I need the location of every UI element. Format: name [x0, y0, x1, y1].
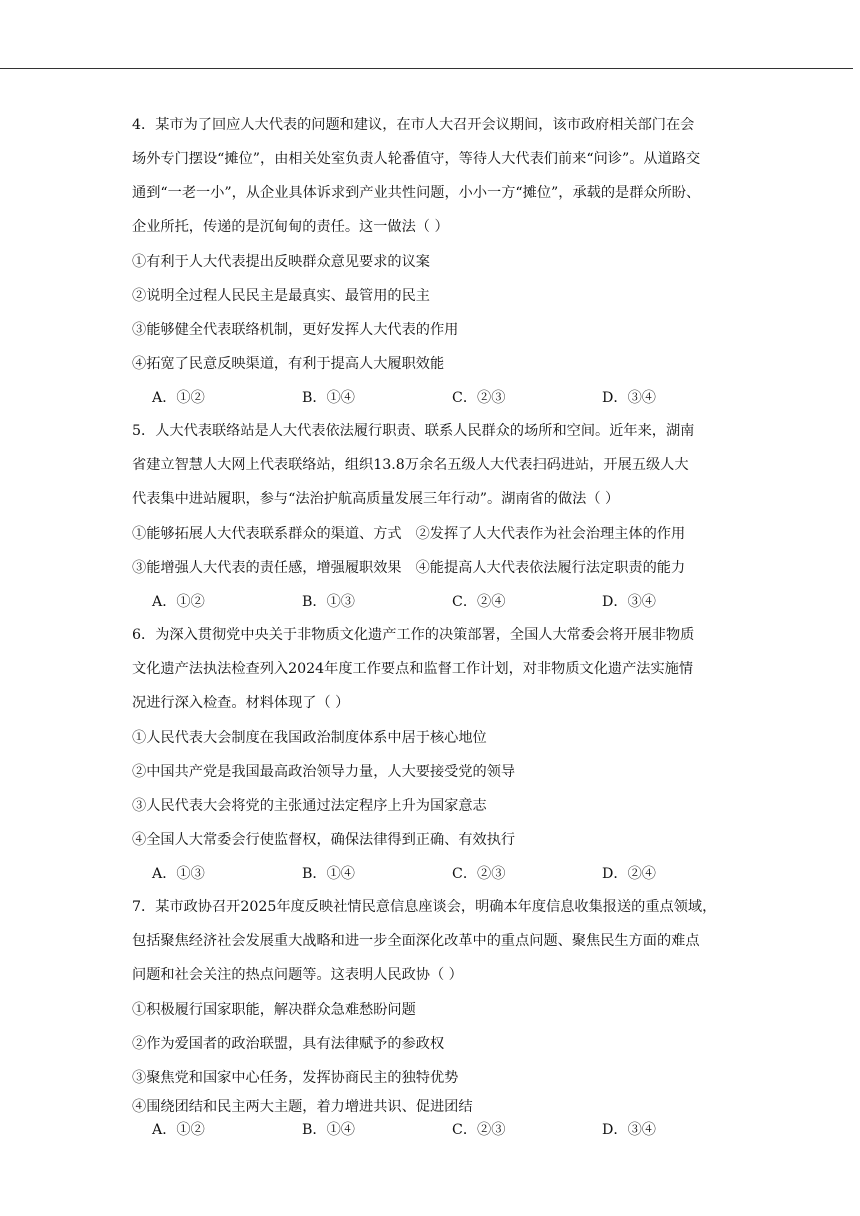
- option-b[interactable]: B．①③: [302, 594, 355, 610]
- question-stem-line: 4．某市为了回应人大代表的问题和建议，在市人大召开会议期间，该市政府相关部门在会: [132, 117, 695, 133]
- question-stem-line: 问题和社会关注的热点问题等。这表明人民政协（ ）: [132, 967, 463, 983]
- question-stem-line: 企业所托，传递的是沉甸甸的责任。这一做法（ ）: [132, 219, 449, 235]
- answer-options: [132, 380, 772, 414]
- statement-pair: [132, 516, 772, 550]
- answer-options: [132, 1118, 772, 1140]
- option-d[interactable]: D．②④: [602, 866, 656, 882]
- header-rule: [0, 68, 853, 69]
- option-c[interactable]: C．②④: [452, 594, 506, 610]
- statement: ③能够健全代表联络机制，更好发挥人大代表的作用: [132, 322, 459, 338]
- option-b[interactable]: B．①④: [302, 390, 355, 406]
- question-6: [132, 618, 772, 890]
- question-stem-line: 代表集中进站履职，参与“法治护航高质量发展三年行动”。湖南省的做法（ ）: [132, 491, 620, 507]
- option-c[interactable]: C．②③: [452, 390, 506, 406]
- statement: ②发挥了人大代表作为社会治理主体的作用: [415, 526, 686, 542]
- option-c[interactable]: C．②③: [452, 866, 506, 882]
- statement: ①能够拓展人大代表联系群众的渠道、方式: [132, 526, 402, 542]
- option-a[interactable]: A．①③: [152, 866, 205, 882]
- option-d[interactable]: D．③④: [602, 594, 656, 610]
- statement: ①人民代表大会制度在我国政治制度体系中居于核心地位: [132, 730, 487, 746]
- statement: ④能提高人大代表依法履行法定职责的能力: [415, 560, 686, 576]
- question-5: [132, 414, 772, 618]
- option-a[interactable]: A．①②: [152, 390, 205, 406]
- question-stem-line: 5．人大代表联络站是人大代表依法履行职责、联系人民群众的场所和空间。近年来，湖南: [132, 423, 695, 439]
- statement: ④全国人大常委会行使监督权，确保法律得到正确、有效执行: [132, 832, 516, 848]
- answer-options: [132, 584, 772, 618]
- question-stem-line: 省建立智慧人大网上代表联络站，组织13.8万余名五级人大代表扫码进站，开展五级人大: [132, 457, 689, 473]
- question-stem-line: 通到“一老一小”，从企业具体诉求到产业共性问题，小小一方“摊位”，承载的是群众所盼、: [132, 185, 701, 201]
- statement: ②作为爱国者的政治联盟，具有法律赋予的参政权: [132, 1036, 445, 1052]
- statement: ④拓宽了民意反映渠道，有利于提高人大履职效能: [132, 356, 445, 372]
- option-b[interactable]: B．①④: [302, 866, 355, 882]
- statement-pair: [132, 550, 772, 584]
- statement: ①有利于人大代表提出反映群众意见要求的议案: [132, 254, 430, 270]
- option-b[interactable]: B．①④: [302, 1122, 355, 1138]
- question-stem-line: 场外专门摆设“摊位”，由相关处室负责人轮番值守，等待人大代表们前来“问诊”。从道路交: [132, 151, 701, 167]
- question-4: [132, 108, 772, 414]
- statement: ②中国共产党是我国最高政治领导力量，人大要接受党的领导: [132, 764, 516, 780]
- statement: ④围绕团结和民主两大主题，着力增进共识、促进团结: [132, 1099, 473, 1115]
- statement: ①积极履行国家职能，解决群众急难愁盼问题: [132, 1002, 416, 1018]
- question-stem-line: 况进行深入检查。材料体现了（ ）: [132, 695, 350, 711]
- question-sheet: [132, 108, 772, 1140]
- option-c[interactable]: C．②③: [452, 1122, 506, 1138]
- answer-options: [132, 856, 772, 890]
- question-stem-line: 7．某市政协召开2025年度反映社情民意信息座谈会，明确本年度信息收集报送的重点领域，: [132, 899, 717, 915]
- option-a[interactable]: A．①②: [152, 1122, 205, 1138]
- statement: ③人民代表大会将党的主张通过法定程序上升为国家意志: [132, 798, 487, 814]
- question-7: [132, 890, 772, 1140]
- statement: ②说明全过程人民民主是最真实、最管用的民主: [132, 288, 430, 304]
- option-a[interactable]: A．①②: [152, 594, 205, 610]
- option-d[interactable]: D．③④: [602, 1122, 656, 1138]
- statement: ③聚焦党和国家中心任务，发挥协商民主的独特优势: [132, 1070, 459, 1086]
- statement: ③能增强人大代表的责任感，增强履职效果: [132, 560, 402, 576]
- question-stem-line: 包括聚焦经济社会发展重大战略和进一步全面深化改革中的重点问题、聚焦民生方面的难点: [132, 933, 700, 949]
- question-stem-line: 6．为深入贯彻党中央关于非物质文化遗产工作的决策部署，全国人大常委会将开展非物质: [132, 627, 695, 643]
- option-d[interactable]: D．③④: [602, 390, 656, 406]
- question-stem-line: 文化遗产法执法检查列入2024年度工作要点和监督工作计划，对非物质文化遗产法实施情: [132, 661, 694, 677]
